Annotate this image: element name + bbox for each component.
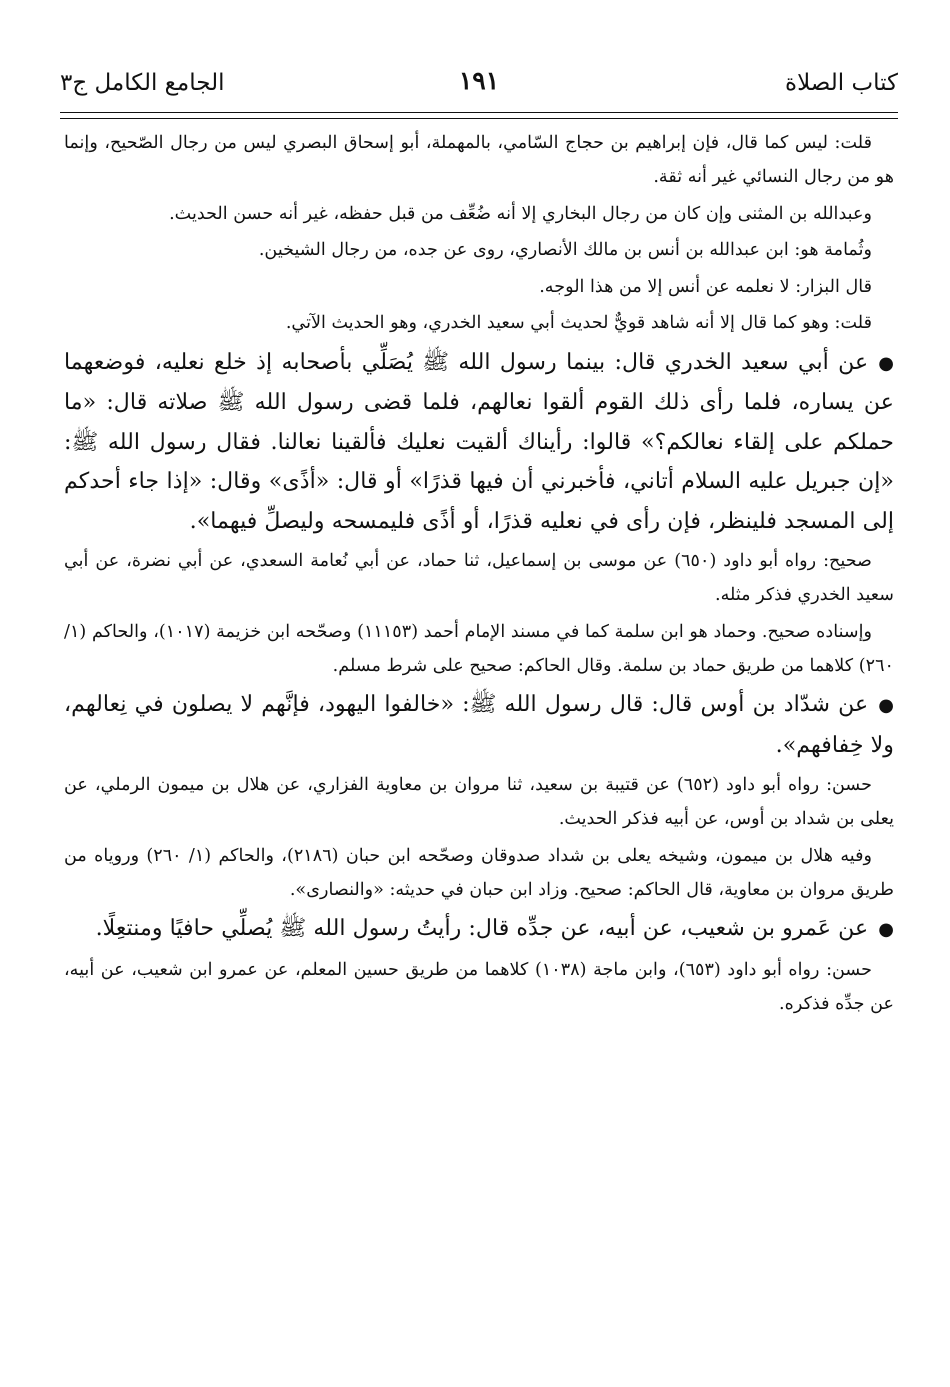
hadith-paragraph	[64, 909, 894, 950]
note-paragraph: قال البزار: لا نعلمه عن أنس إلا من هذا الوجه.	[539, 276, 872, 297]
note-paragraph: قلت: ليس كما قال، فإن إبراهيم بن حجاج السّامي، بالمهملة، أبو إسحاق البصري ليس من رجال الصّحيح، وإنما هو من رجال النسائي غير أنه ثقة.	[64, 133, 894, 187]
bullet-icon: ●	[878, 919, 894, 940]
bullet-icon: ●	[878, 352, 894, 374]
header-rule	[60, 112, 898, 113]
header-rule-thin	[60, 118, 898, 119]
book-title: الجامع الكامل ج٣	[60, 70, 225, 96]
note-paragraph: حسن: رواه أبو داود (٦٥٣)، وابن ماجة (١٠٣٨) كلاهما من طريق حسين المعلم، عن عمرو ابن شعيب، عن أبيه، عن جدِّه فذكره.	[64, 959, 894, 1014]
hadith-text: عن شدّاد بن أوس قال: قال رسول الله ﷺ: «خالفوا اليهود، فإنَّهم لا يصلون في نِعالهم، ولا خِفافهم».	[64, 691, 894, 758]
chapter-title: كتاب الصلاة	[785, 70, 898, 96]
page-body	[64, 126, 894, 1023]
note-paragraph: قلت: وهو كما قال إلا أنه شاهد قويٌّ لحديث أبي سعيد الخدري، وهو الحديث الآتي.	[285, 313, 872, 333]
note-paragraph: وفيه هلال بن ميمون، وشيخه يعلى بن شداد صدوقان وصحّحه ابن حبان (٢١٨٦)، والحاكم (١/ ٢٦٠) وروياه من طريق مروان بن معاوية، قال الحاكم: صحيح. وزاد ابن حبان في حديثه: «والنصارى».	[64, 845, 894, 900]
page-header	[60, 66, 898, 106]
bullet-icon: ●	[878, 695, 894, 716]
hadith-paragraph	[64, 685, 894, 765]
note-paragraph: وإسناده صحيح. وحماد هو ابن سلمة كما في مسند الإمام أحمد (١١١٥٣) وصحّحه ابن خزيمة (١٠١٧)، والحاكم (١/ ٢٦٠) كلاهما من طريق حماد بن سلمة. وقال الحاكم: صحيح على شرط مسلم.	[64, 621, 894, 676]
note-paragraph: وثُمامة هو: ابن عبدالله بن أنس بن مالك الأنصاري، روى عن جده، من رجال الشيخين.	[258, 240, 872, 260]
hadith-text: عن عَمرو بن شعيب، عن أبيه، عن جدِّه قال: رأيتُ رسول الله ﷺ يُصلِّي حافيًا ومنتعِلًا.	[95, 915, 869, 941]
note-paragraph: حسن: رواه أبو داود (٦٥٢) عن قتيبة بن سعيد، ثنا مروان بن معاوية الفزاري، عن هلال بن ميمون الرملي، عن يعلى بن شداد بن أوس، عن أبيه فذكر الحديث.	[64, 775, 894, 829]
note-paragraph: وعبدالله بن المثنى وإن كان من رجال البخاري إلا أنه ضُعِّف من قبل حفظه، غير أنه حسن الحديث.	[169, 203, 872, 224]
note-paragraph: صحيح: رواه أبو داود (٦٥٠) عن موسى بن إسماعيل، ثنا حماد، عن أبي نُعامة السعدي، عن أبي نضرة، عن أبي سعيد الخدري فذكر مثله.	[64, 551, 894, 605]
hadith-text: عن أبي سعيد الخدري قال: بينما رسول الله ﷺ يُصَلِّي بأصحابه إذ خلع نعليه، فوضعهما عن يساره، فلما رأى ذلك القوم ألقوا نعالهم، فلما قضى رسول الله ﷺ صلاته قال: «ما حملكم على إلقاء نعالكم؟» قالوا: رأيناك ألقيت نعليك فألقينا نعالنا. فقال رسول الله ﷺ: «إن جبريل عليه السلام أتاني، فأخبرني أن فيها قذرًا» أو قال: «أذًى» وقال: «إذا جاء أحدكم إلى المسجد فلينظر، فإن رأى في نعليه قذرًا، أو أذًى فليمسحه وليصلِّ فيهما».	[64, 348, 894, 534]
hadith-paragraph	[64, 343, 894, 542]
page-number: ١٩١	[458, 66, 500, 95]
